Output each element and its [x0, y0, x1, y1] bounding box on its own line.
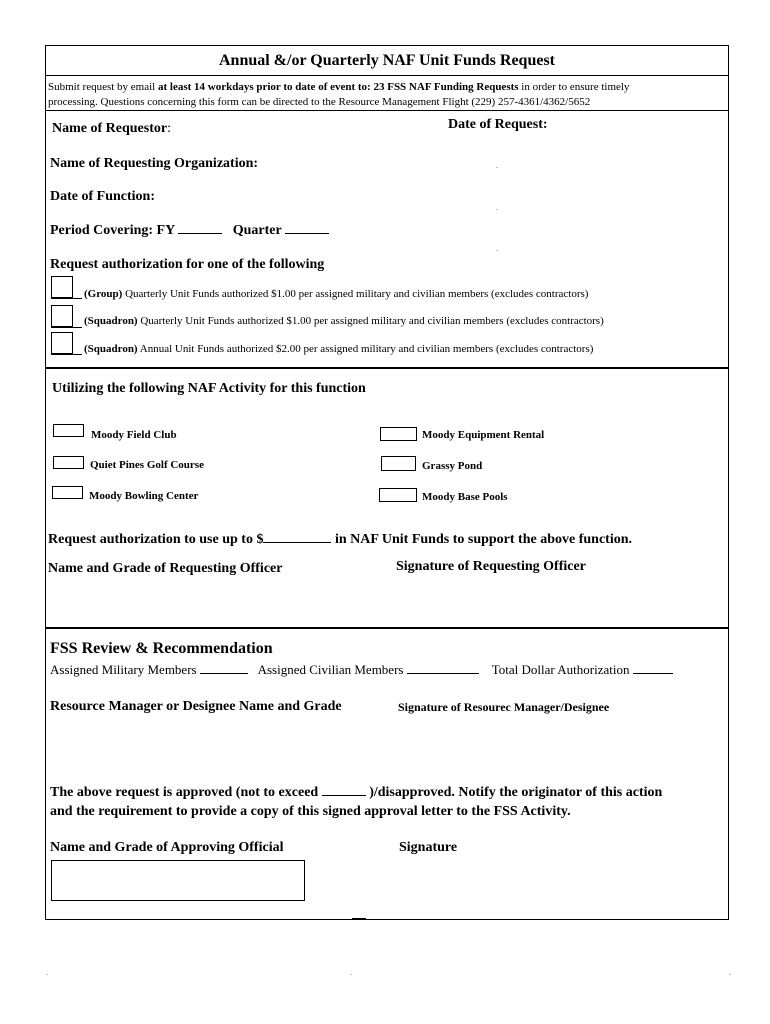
activity-quiet-pines-golf: Quiet Pines Golf Course [90, 459, 204, 471]
option-group-quarterly [84, 288, 588, 300]
activity-checkbox[interactable] [379, 488, 417, 502]
option-text: Quarterly Unit Funds authorized $1.00 per assigned military and civilian members (excludes contractors) [137, 315, 604, 327]
quarter-field[interactable] [285, 233, 329, 234]
quarter-label: Quarter [232, 223, 282, 238]
resource-manager-signature-label: Signature of Resourec Manager/Designee [398, 700, 610, 714]
intro-line-2: processing. Questions concerning this form can be directed to the Resource Management Flight (229) 257-4361/4362/5652 [48, 96, 591, 108]
period-covering-label [50, 223, 329, 239]
activity-moody-base-pools: Moody Base Pools [422, 491, 508, 503]
option-tag: (Squadron) [84, 315, 138, 327]
activity-checkbox[interactable] [53, 424, 84, 437]
requestor-colon: : [167, 121, 171, 136]
approving-official-name-field[interactable] [51, 860, 305, 901]
authorization-heading: Request authorization for one of the following [50, 257, 325, 272]
fy-field[interactable] [178, 233, 222, 234]
squadron-annual-checkbox[interactable] [51, 332, 73, 354]
mark: . [496, 161, 498, 170]
intro-text-end: in order to ensure timely [518, 81, 630, 93]
option-tag: (Group) [84, 288, 123, 300]
approval-line-1 [50, 785, 662, 801]
section-divider [46, 627, 728, 629]
activity-moody-equipment-rental: Moody Equipment Rental [422, 429, 545, 441]
activity-moody-bowling-center: Moody Bowling Center [89, 490, 199, 502]
section-divider [46, 367, 728, 369]
activity-checkbox[interactable] [381, 456, 416, 471]
option-squadron-quarterly [84, 315, 604, 327]
total-dollar-label: Total Dollar Authorization [491, 662, 630, 677]
squadron-quarterly-checkbox[interactable] [51, 305, 73, 327]
intro-line-1 [48, 81, 629, 93]
review-counts-line [50, 662, 673, 678]
approval-text-end: )/disapproved. Notify the originator of this action [369, 785, 663, 800]
civilian-members-label: Assigned Civilian Members [257, 662, 404, 677]
mark: . [729, 968, 731, 977]
activity-moody-field-club: Moody Field Club [91, 429, 177, 441]
option-tag: (Squadron) [84, 343, 138, 355]
activity-checkbox[interactable] [53, 456, 84, 469]
option-text: Annual Unit Funds authorized $2.00 per assigned military and civilian members (excludes contractors) [137, 343, 594, 355]
requesting-officer-name-label: Name and Grade of Requesting Officer [48, 561, 283, 576]
approval-signature-label: Signature [399, 840, 458, 855]
date-of-request-label: Date of Request: [448, 117, 548, 132]
form-title: Annual &/or Quarterly NAF Unit Funds Request [218, 52, 556, 69]
footer-mark [352, 918, 366, 919]
mark: . [350, 968, 352, 977]
checkbox-underline [51, 327, 82, 328]
requestor-text: Name of Requestor [52, 121, 168, 136]
intro-text: Submit request by email [48, 81, 158, 93]
fy-label: Period Covering: FY [50, 223, 175, 238]
option-text: Quarterly Unit Funds authorized $1.00 per assigned military and civilian members (excludes contractors) [122, 288, 589, 300]
requestor-label [52, 121, 171, 137]
not-to-exceed-field[interactable] [322, 795, 366, 796]
checkbox-underline [51, 354, 82, 355]
review-heading: FSS Review & Recommendation [50, 640, 273, 657]
activity-checkbox[interactable] [52, 486, 83, 499]
group-quarterly-checkbox[interactable] [51, 276, 73, 298]
activity-grassy-pond: Grassy Pond [422, 460, 483, 472]
approval-text: The above request is approved (not to exceed [50, 785, 319, 800]
intro-divider [46, 110, 728, 111]
requesting-officer-signature-label: Signature of Requesting Officer [396, 559, 586, 574]
amount-label: Request authorization to use up to $ [48, 532, 264, 547]
approving-official-label: Name and Grade of Approving Official [50, 840, 284, 855]
intro-emphasis: at least 14 workdays prior to date of event to: 23 FSS NAF Funding Requests [157, 81, 519, 93]
organization-label: Name of Requesting Organization: [50, 156, 259, 171]
resource-manager-name-label: Resource Manager or Designee Name and Grade [50, 699, 342, 714]
title-divider [46, 75, 728, 76]
civilian-members-field[interactable] [407, 673, 479, 674]
military-members-field[interactable] [200, 673, 248, 674]
activity-heading: Utilizing the following NAF Activity for this function [52, 381, 366, 396]
amount-field[interactable] [263, 542, 331, 543]
funds-request-form [45, 45, 729, 920]
amount-label-end: in NAF Unit Funds to support the above function. [331, 532, 632, 547]
mark: . [46, 968, 48, 977]
date-of-function-label: Date of Function: [50, 189, 155, 204]
approval-line-2: and the requirement to provide a copy of this signed approval letter to the FSS Activity. [50, 804, 571, 819]
activity-checkbox[interactable] [380, 427, 417, 441]
total-dollar-field[interactable] [633, 673, 673, 674]
checkbox-underline [51, 298, 82, 299]
military-members-label: Assigned Military Members [50, 662, 197, 677]
mark: . [496, 203, 498, 212]
amount-request-line [48, 532, 632, 548]
mark: . [496, 244, 498, 253]
option-squadron-annual [84, 343, 593, 355]
